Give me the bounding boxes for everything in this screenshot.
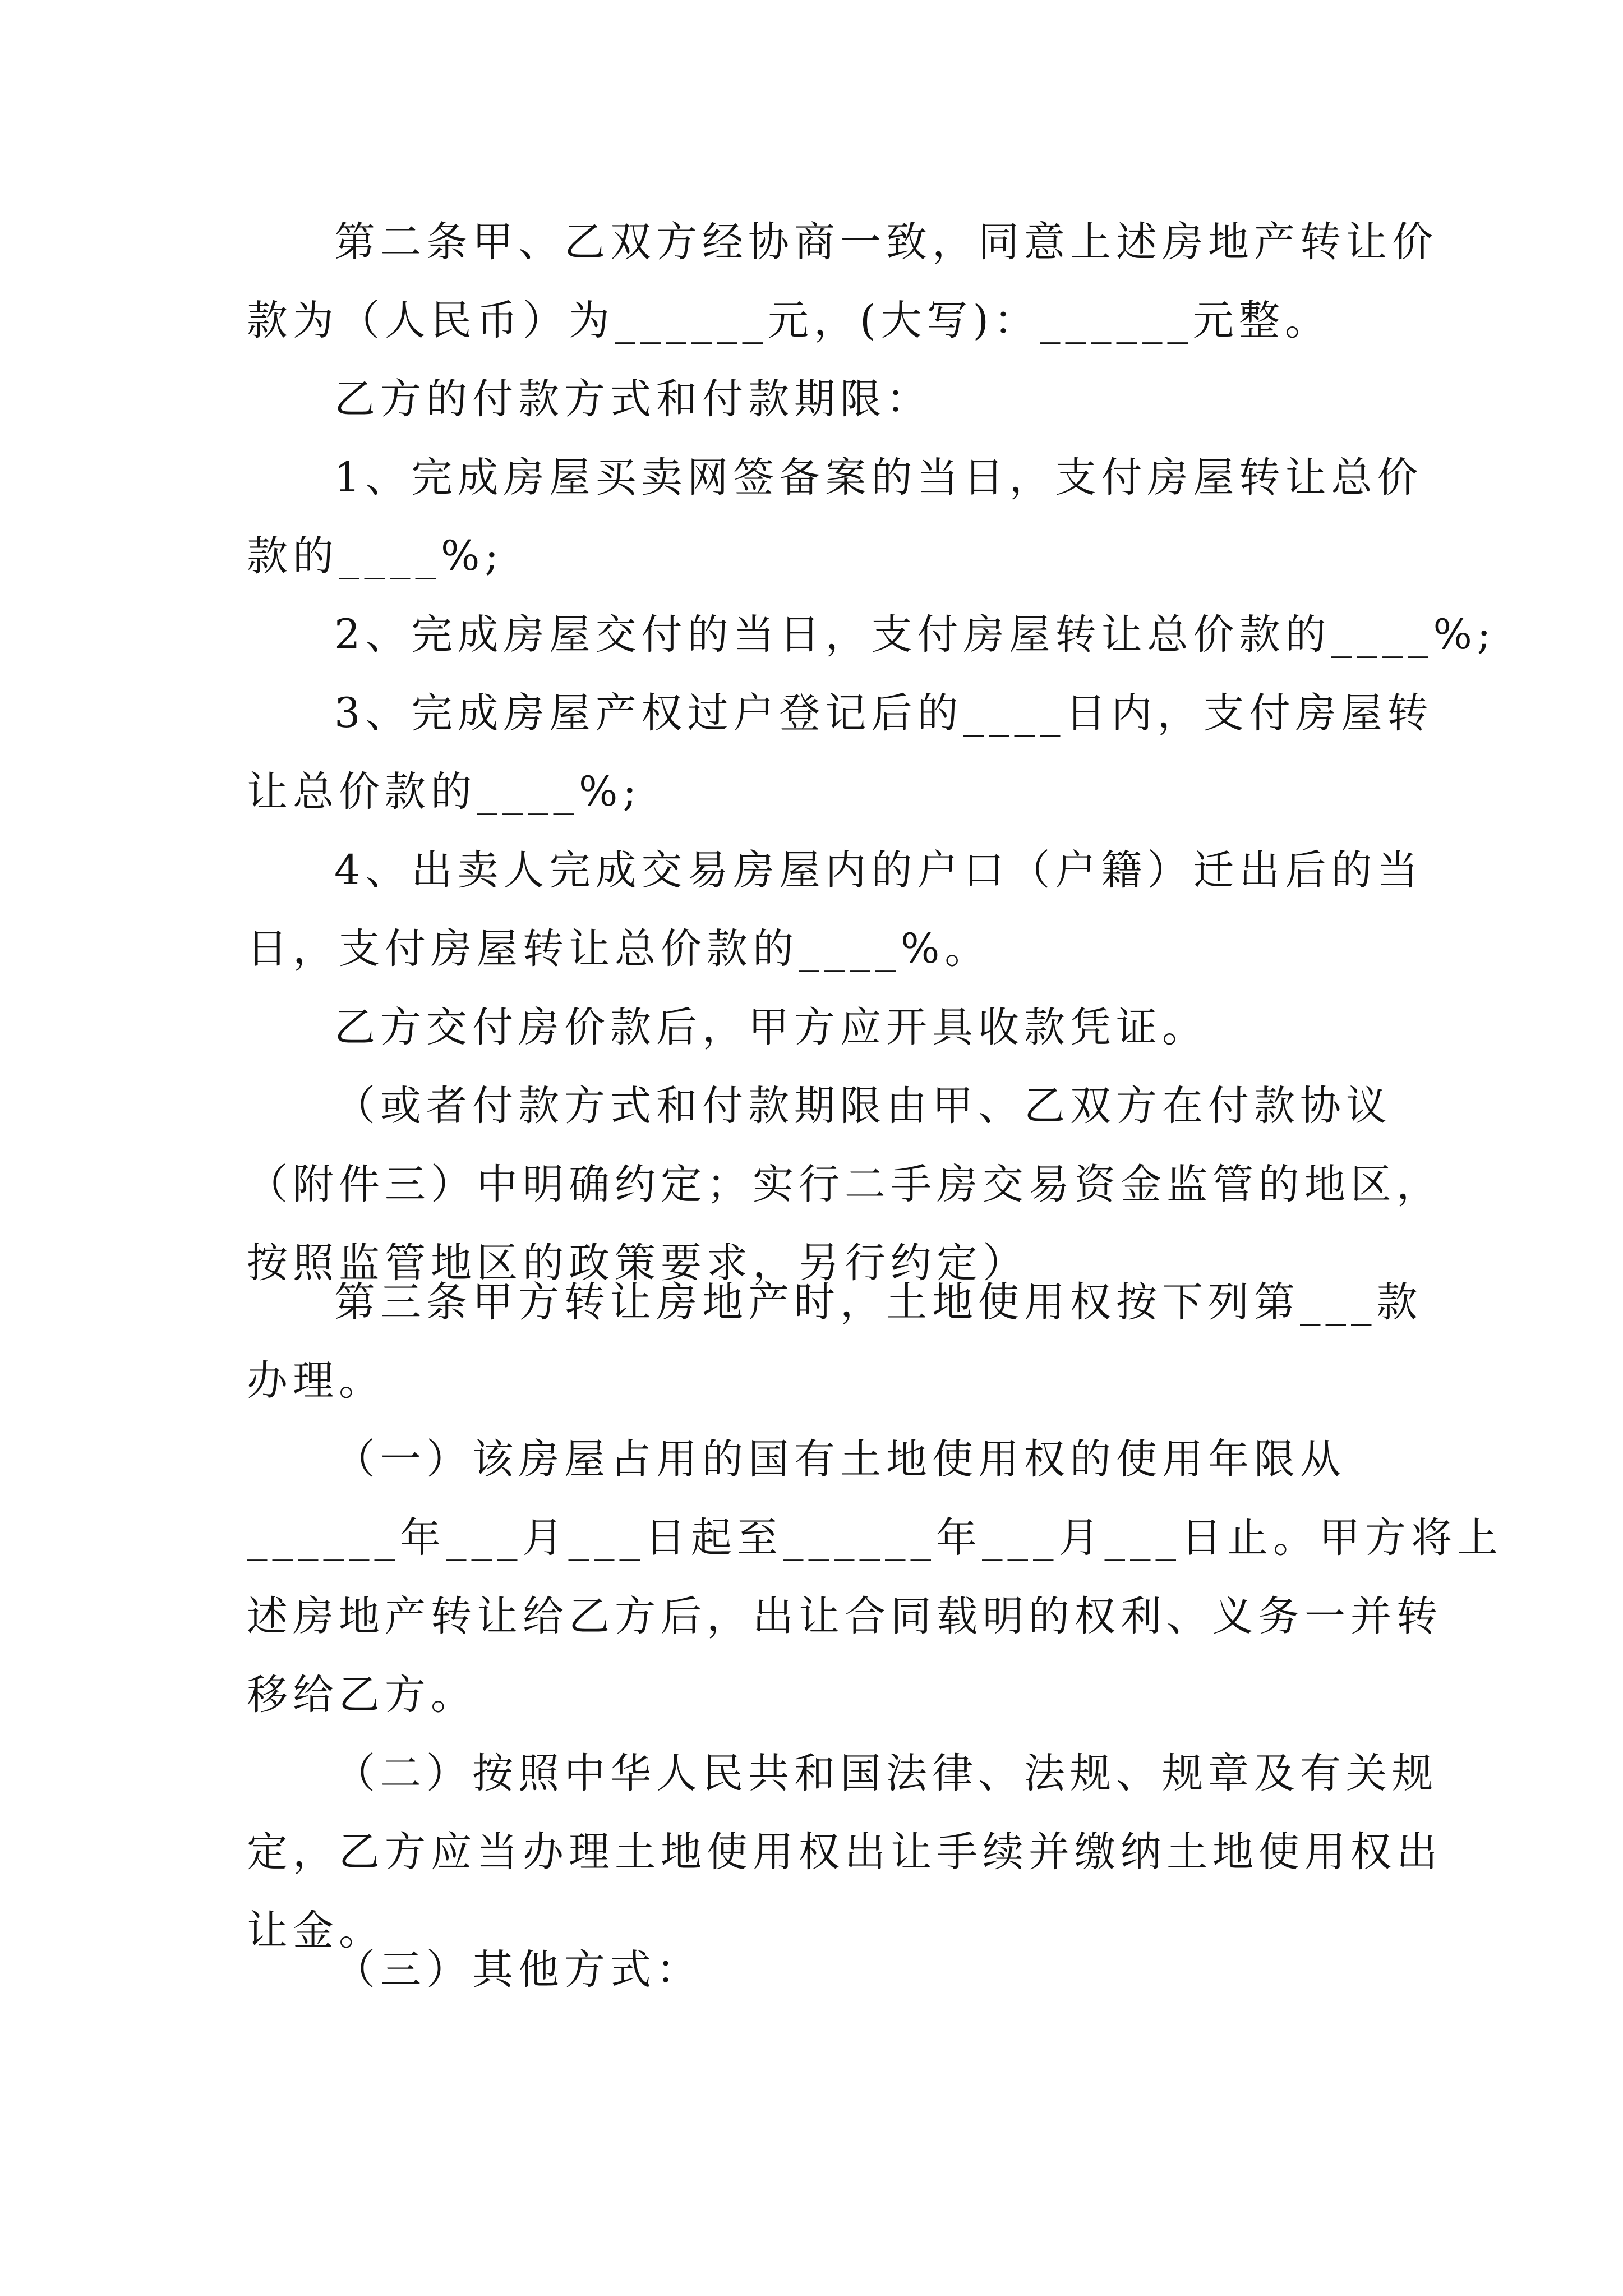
text-line: （二）按照中华人民共和国法律、法规、规章及有关规 xyxy=(334,1750,1438,1797)
paragraph-option-3 xyxy=(247,1931,1385,2009)
paragraph-receipt xyxy=(247,988,1385,1067)
paragraph-option-1 xyxy=(247,1420,1503,1734)
text-line: 述房地产转让给乙方后，出让合同载明的权利、义务一并转 xyxy=(247,1593,1442,1640)
text-line: 定，乙方应当办理土地使用权出让手续并缴纳土地使用权出 xyxy=(247,1828,1442,1876)
text-line: 第二条甲、乙双方经协商一致，同意上述房地产转让价 xyxy=(334,218,1438,266)
text-line: 第三条甲方转让房地产时，土地使用权按下列第___款 xyxy=(334,1278,1423,1326)
text-line: ______年___月___日起至______年___月___日止。甲方将上 xyxy=(247,1514,1503,1562)
text-line: （附件三）中明确约定；实行二手房交易资金监管的地区， xyxy=(247,1161,1442,1208)
text-line: 移给乙方。 xyxy=(247,1671,477,1719)
text-line: 让总价款的____%; xyxy=(247,768,642,816)
text-line: （三）其他方式： xyxy=(334,1946,702,1994)
paragraph-payment-item-4 xyxy=(247,831,1423,988)
text-line: （一）该房屋占用的国有土地使用权的使用年限从 xyxy=(334,1435,1346,1483)
paragraph-payment-item-1 xyxy=(247,439,1423,596)
text-line: 让金。 xyxy=(247,1907,385,1954)
paragraph-article-2 xyxy=(247,203,1438,360)
text-line: （或者付款方式和付款期限由甲、乙双方在付款协议 xyxy=(334,1082,1392,1130)
text-line: 日，支付房屋转让总价款的____%。 xyxy=(247,925,991,973)
text-line: 办理。 xyxy=(247,1357,385,1405)
text-line: 1、完成房屋买卖网签备案的当日，支付房屋转让总价 xyxy=(334,454,1423,501)
paragraph-article-3 xyxy=(247,1263,1423,1420)
paragraph-payment-item-2 xyxy=(247,596,1496,674)
text-line: 款的____%; xyxy=(247,532,504,580)
text-line: 4、出卖人完成交易房屋内的户口（户籍）迁出后的当 xyxy=(334,846,1423,894)
text-line: 款为（人民币）为______元，(大写)：______元整。 xyxy=(247,297,1331,344)
text-line: 乙方交付房价款后，甲方应开具收款凭证。 xyxy=(334,1004,1208,1051)
paragraph-payment-method xyxy=(247,360,1385,439)
text-line: 2、完成房屋交付的当日，支付房屋转让总价款的____%; xyxy=(334,611,1496,659)
text-line: 乙方的付款方式和付款期限： xyxy=(334,375,932,423)
paragraph-payment-item-3 xyxy=(247,674,1433,831)
text-line: 按照监管地区的政策要求，另行约定） xyxy=(247,1239,1029,1287)
text-line: 3、完成房屋产权过户登记后的____日内，支付房屋转 xyxy=(334,689,1433,737)
